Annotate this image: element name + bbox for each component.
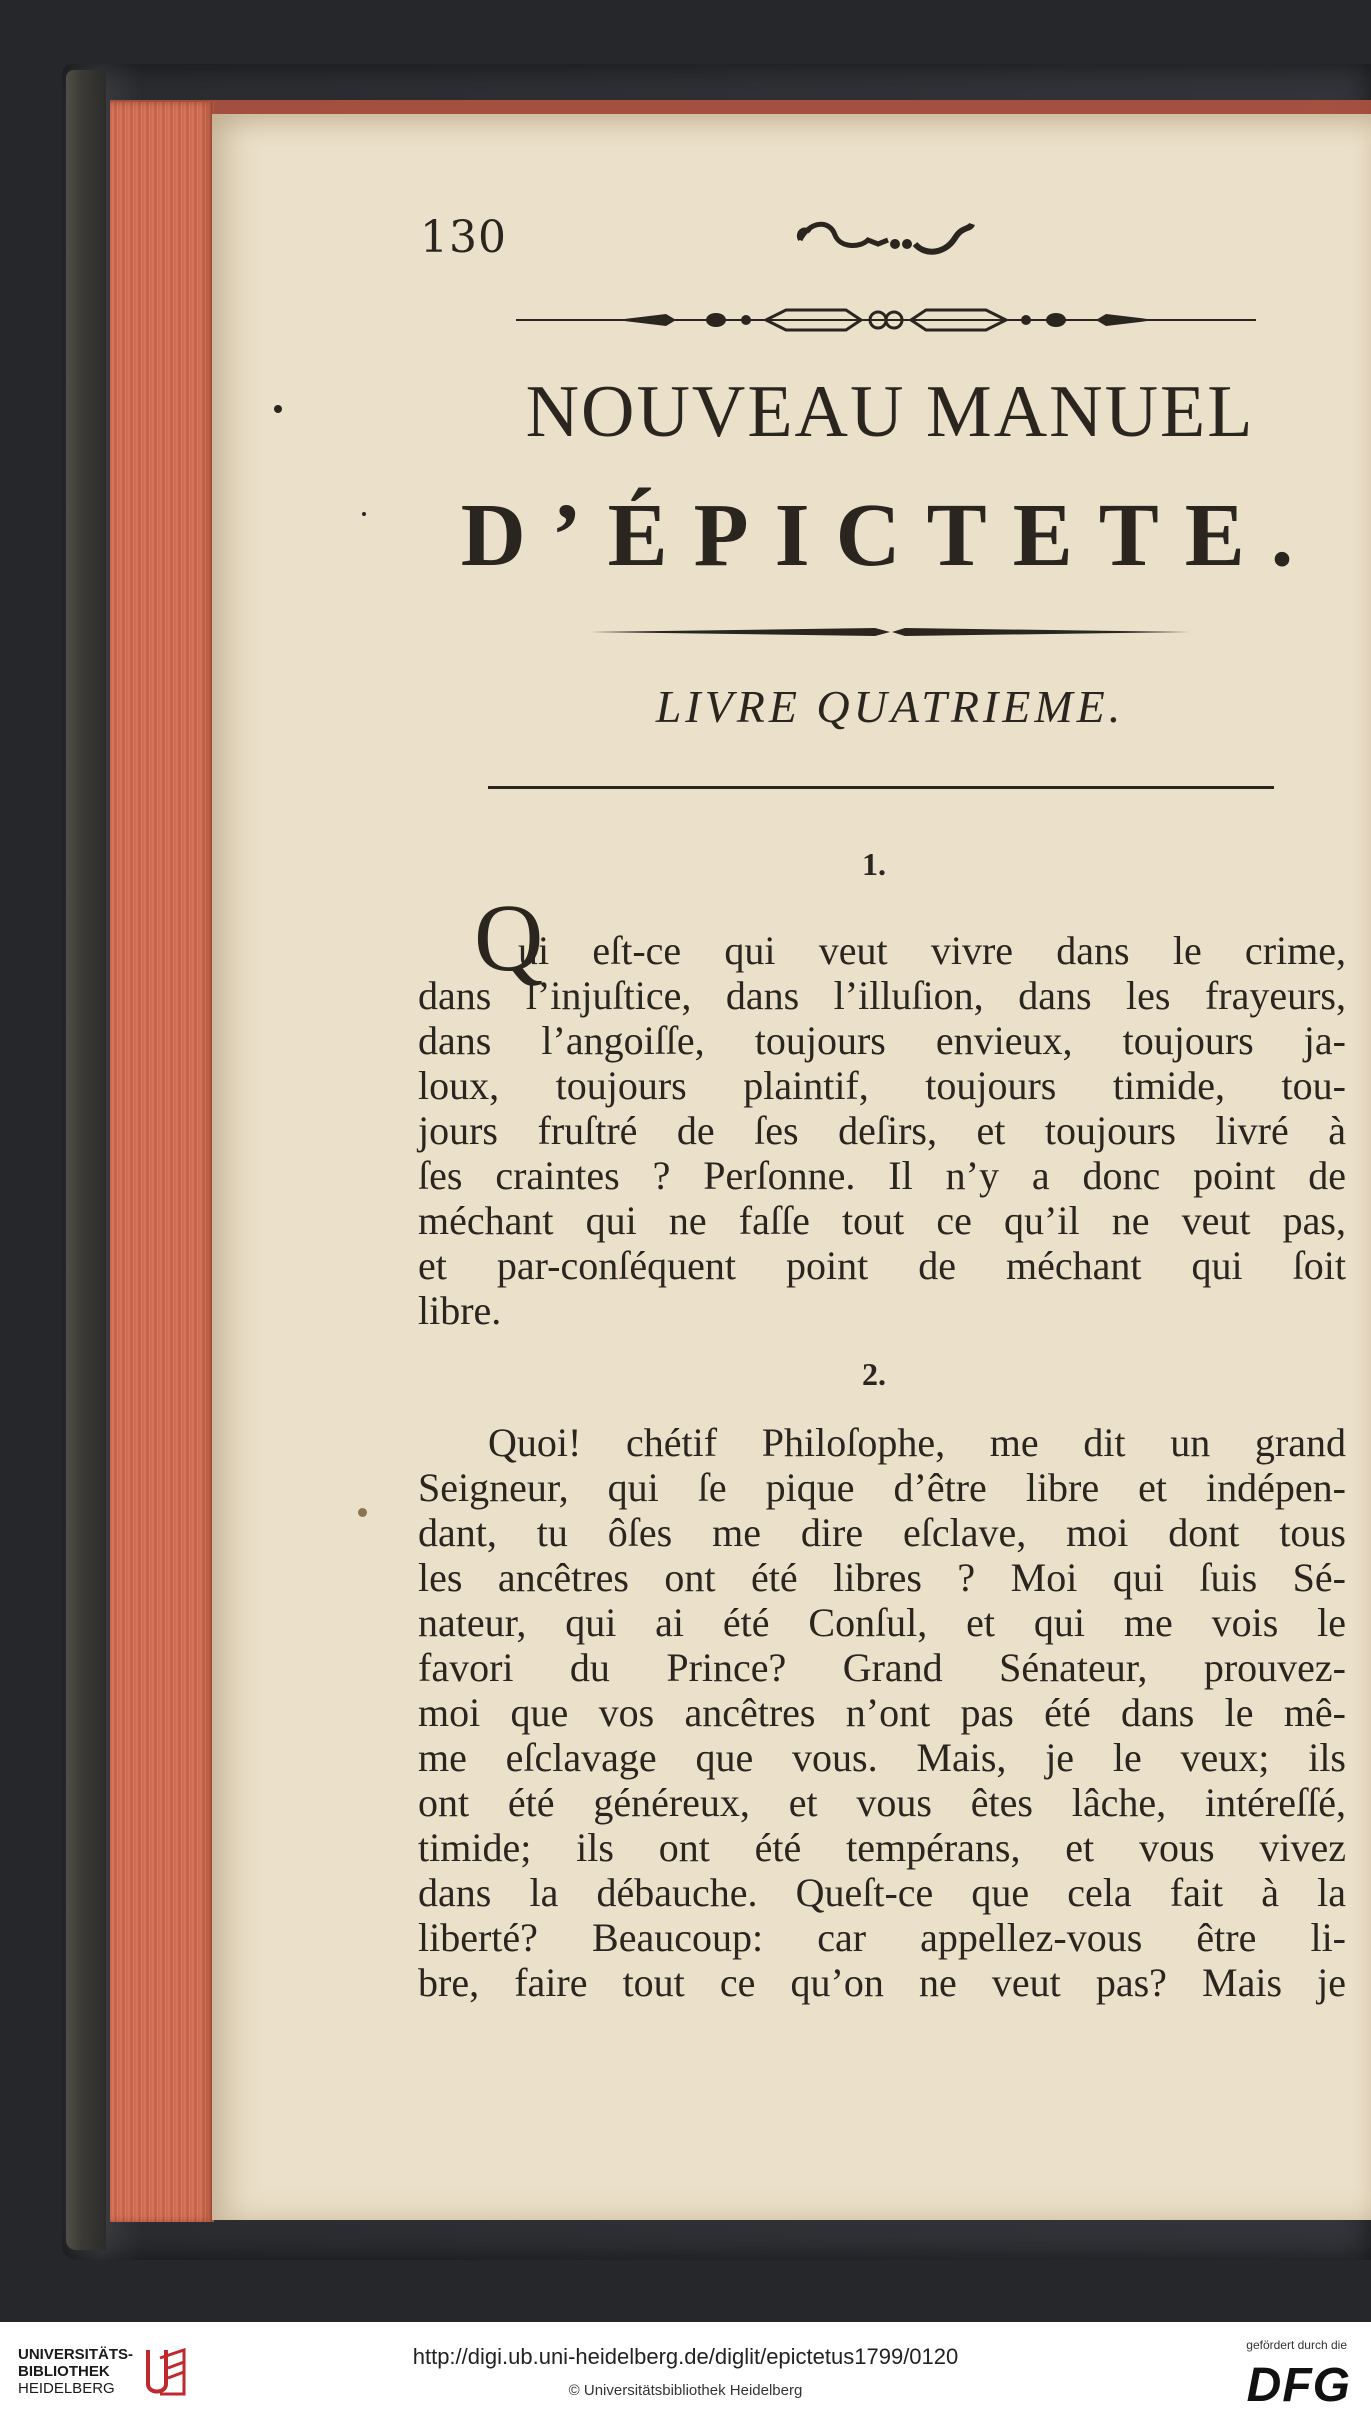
institution-line-2: BIBLIOTHEK bbox=[18, 2363, 110, 2380]
book-heading: LIVRE QUATRIEME. bbox=[655, 681, 1125, 732]
text-line: bre, faire tout ce qu’on ne veut pas? Mais je bbox=[418, 1960, 1346, 2005]
institution-line-1: UNIVERSITÄTS- bbox=[18, 2346, 134, 2363]
copyright-notice: © Universitätsbibliothek Heidelberg bbox=[568, 2382, 803, 2399]
text-line: Seigneur, qui ſe pique d’être libre et indépen- bbox=[418, 1465, 1346, 1510]
text-line: dans l’injuſtice, dans l’illuſion, dans les frayeurs, bbox=[418, 973, 1346, 1018]
paragraph-2 bbox=[418, 1420, 1346, 2005]
text-line: timide; ils ont été tempérans, et vous vivez bbox=[418, 1825, 1346, 1870]
title-line-1: NOUVEAU MANUEL bbox=[525, 371, 1255, 453]
text-line: jours fruſtré de ſes deſirs, et toujours livré à bbox=[418, 1108, 1346, 1153]
sponsor-caption: gefördert durch die bbox=[1246, 2338, 1347, 2352]
page-block-red-edge bbox=[110, 102, 214, 2222]
horizontal-rule bbox=[488, 786, 1274, 789]
ornamental-rule-icon bbox=[516, 300, 1256, 340]
text-line: dans la débauche. Queſt-ce que cela fait à la bbox=[418, 1870, 1346, 1915]
text-line: les ancêtres ont été libres ? Moi qui ſuis Sé- bbox=[418, 1555, 1346, 1600]
institution-line-3: HEIDELBERG bbox=[18, 2380, 115, 2397]
title-line-2: D’ÉPICTETE. bbox=[460, 486, 1320, 585]
text-line: moi que vos ancêtres n’ont pas été dans le mê- bbox=[418, 1690, 1346, 1735]
cover-edge bbox=[66, 70, 106, 2250]
paragraph-1 bbox=[418, 928, 1346, 1333]
fleuron-ornament-icon bbox=[790, 210, 980, 270]
text-line: me eſclavage que vous. Mais, je le veux; ils bbox=[418, 1735, 1346, 1780]
text-line: liberté? Beaucoup: car appellez-vous être li- bbox=[418, 1915, 1346, 1960]
page-number: 130 bbox=[420, 212, 507, 263]
text-line: dans l’angoiſſe, toujours envieux, toujours ja- bbox=[418, 1018, 1346, 1063]
text-line: libre. bbox=[418, 1288, 502, 1333]
section-number: 1. bbox=[862, 846, 886, 882]
ink-speck bbox=[362, 512, 366, 516]
ink-speck bbox=[358, 1508, 367, 1517]
text-line: dant, tu ôſes me dire eſclave, moi dont tous bbox=[418, 1510, 1346, 1555]
tapered-rule-icon bbox=[590, 620, 1190, 644]
ink-speck bbox=[274, 405, 282, 413]
footer-bar bbox=[0, 2322, 1371, 2419]
section-number: 2. bbox=[862, 1356, 886, 1392]
text-line: favori du Prince? Grand Sénateur, prouvez- bbox=[418, 1645, 1346, 1690]
drop-cap: Q bbox=[474, 884, 544, 991]
text-line: ui eſt-ce qui veut vivre dans le crime, bbox=[518, 928, 1346, 973]
text-line: ſes craintes ? Perſonne. Il n’y a donc point de bbox=[418, 1153, 1346, 1198]
text-line: méchant qui ne faſſe tout ce qu’il ne veut pas, bbox=[418, 1198, 1346, 1243]
text-line: loux, toujours plaintif, toujours timide, tou- bbox=[418, 1063, 1346, 1108]
text-line: nateur, qui ai été Conſul, et qui me vois le bbox=[418, 1600, 1346, 1645]
text-line: Quoi! chétif Philoſophe, me dit un grand bbox=[488, 1420, 1346, 1465]
source-url-link[interactable]: http://digi.ub.uni-heidelberg.de/diglit/epictetus1799/0120 bbox=[412, 2344, 959, 2369]
text-line: et par-conſéquent point de méchant qui ſoit bbox=[418, 1243, 1346, 1288]
text-line: ont été généreux, et vous êtes lâche, intéreſſé, bbox=[418, 1780, 1346, 1825]
dfg-logo: DFG bbox=[1246, 2359, 1351, 2412]
